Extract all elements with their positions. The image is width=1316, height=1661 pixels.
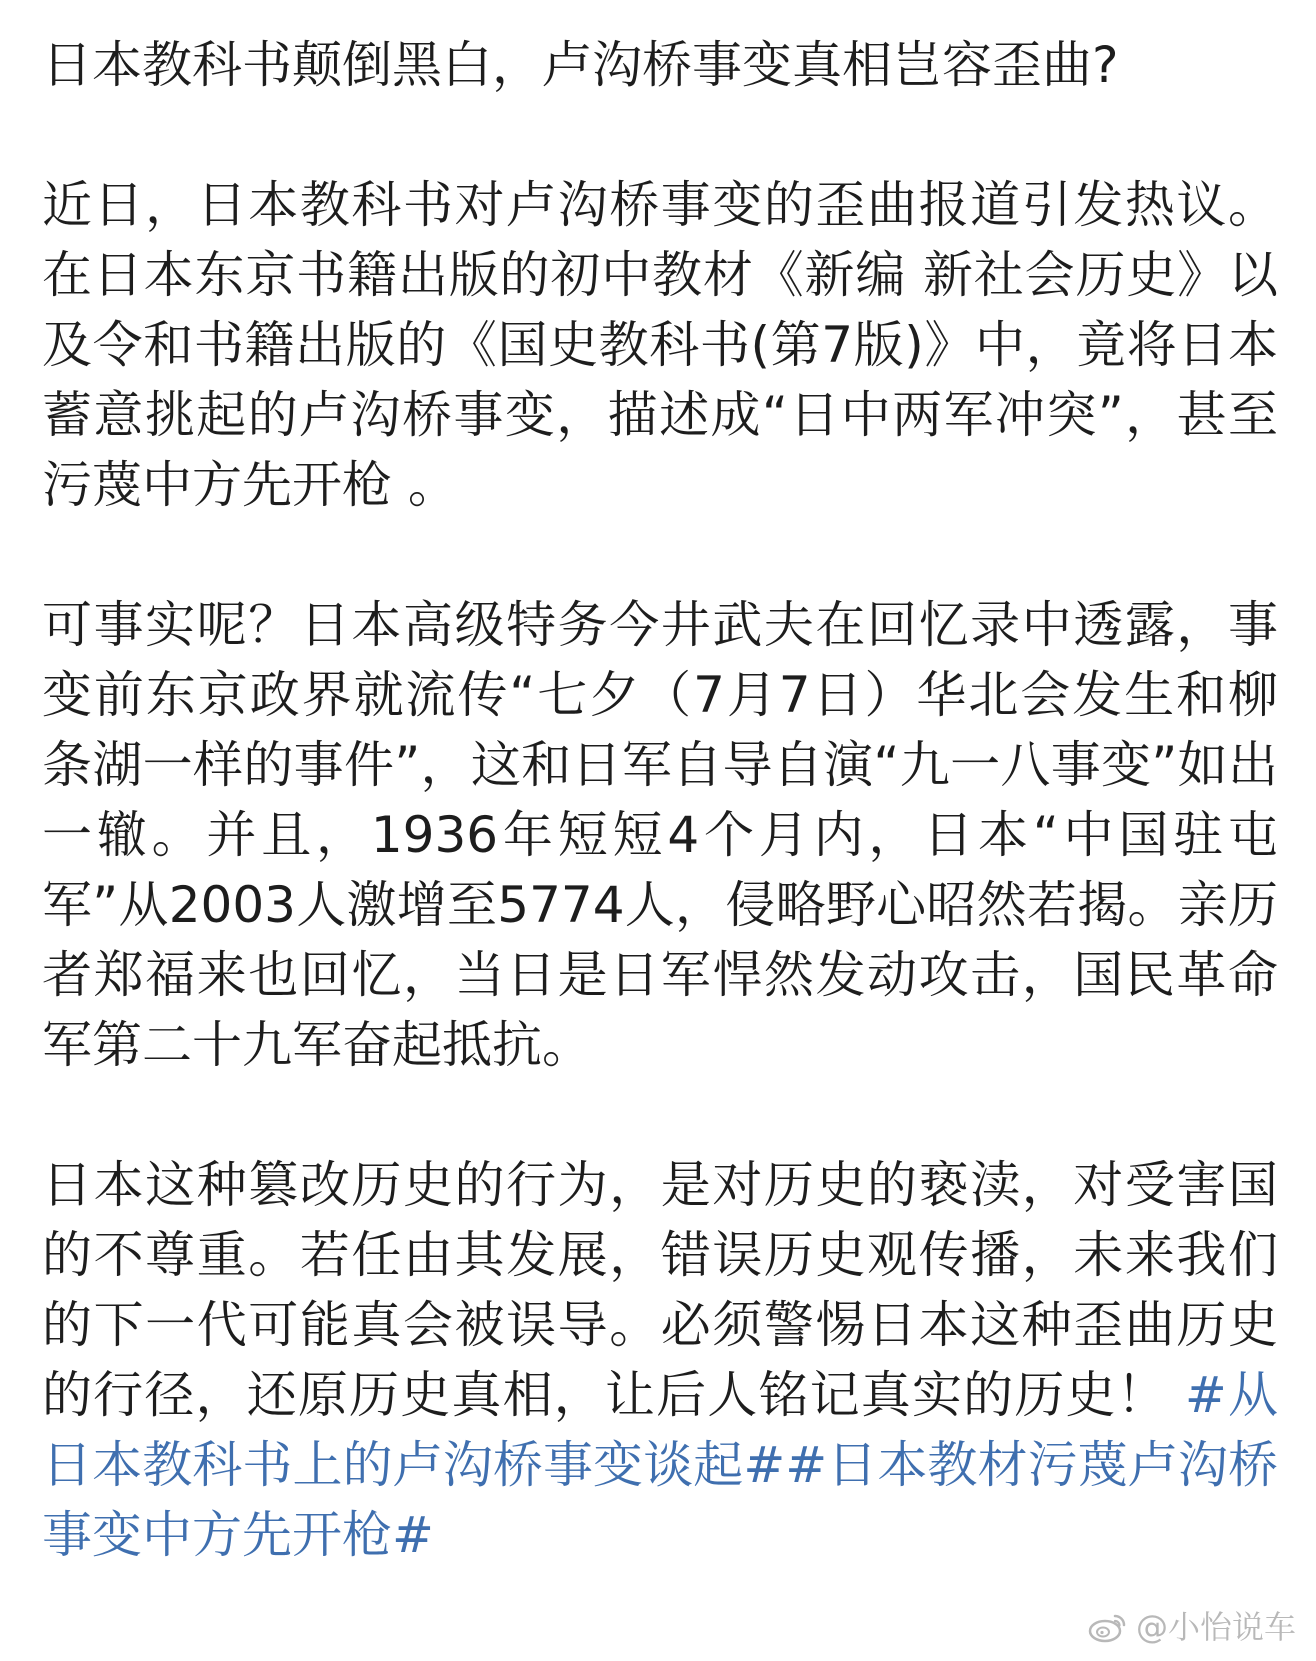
weibo-icon	[1088, 1610, 1128, 1644]
post-paragraph-1: 近日，日本教科书对卢沟桥事变的歪曲报道引发热议。在日本东京书籍出版的初中教材《新编 新社会历史》以及令和书籍出版的《国史教科书(第7版)》中，竟将日本蓄意挑起的卢沟桥事变，描述成“日中两军冲突”，甚至污蔑中方先开枪 。	[42, 176, 1278, 514]
post	[42, 30, 1278, 1570]
hashtag-link[interactable]: #日本教材污蔑卢沟桥事变中方先开枪#	[42, 1436, 1278, 1564]
post-paragraph-3	[42, 1150, 1278, 1570]
post-title: 日本教科书颠倒黑白，卢沟桥事变真相岂容歪曲?	[42, 36, 1119, 94]
post-body	[42, 170, 1278, 1570]
hashtag-link[interactable]: #从日本教科书上的卢沟桥事变谈起#	[42, 1366, 1278, 1494]
post-paragraph-2: 可事实呢？日本高级特务今井武夫在回忆录中透露，事变前东京政界就流传“七夕（7月7日）华北会发生和柳条湖一样的事件”，这和日军自导自演“九一八事变”如出一辙。并且，1936年短短4个月内，日本“中国驻屯军”从2003人激增至5774人，侵略野心昭然若揭。亲历者郑福来也回忆，当日是日军悍然发动攻击，国民革命军第二十九军奋起抵抗。	[42, 596, 1278, 1074]
watermark-text: @小怡说车	[1135, 1608, 1296, 1646]
watermark	[1088, 1607, 1296, 1647]
post-paragraph-3-text: 日本这种篡改历史的行为，是对历史的亵渎，对受害国的不尊重。若任由其发展，错误历史观传播，未来我们的下一代可能真会被误导。必须警惕日本这种歪曲历史的行径，还原历史真相，让后人铭记真实的历史！	[42, 1156, 1278, 1424]
